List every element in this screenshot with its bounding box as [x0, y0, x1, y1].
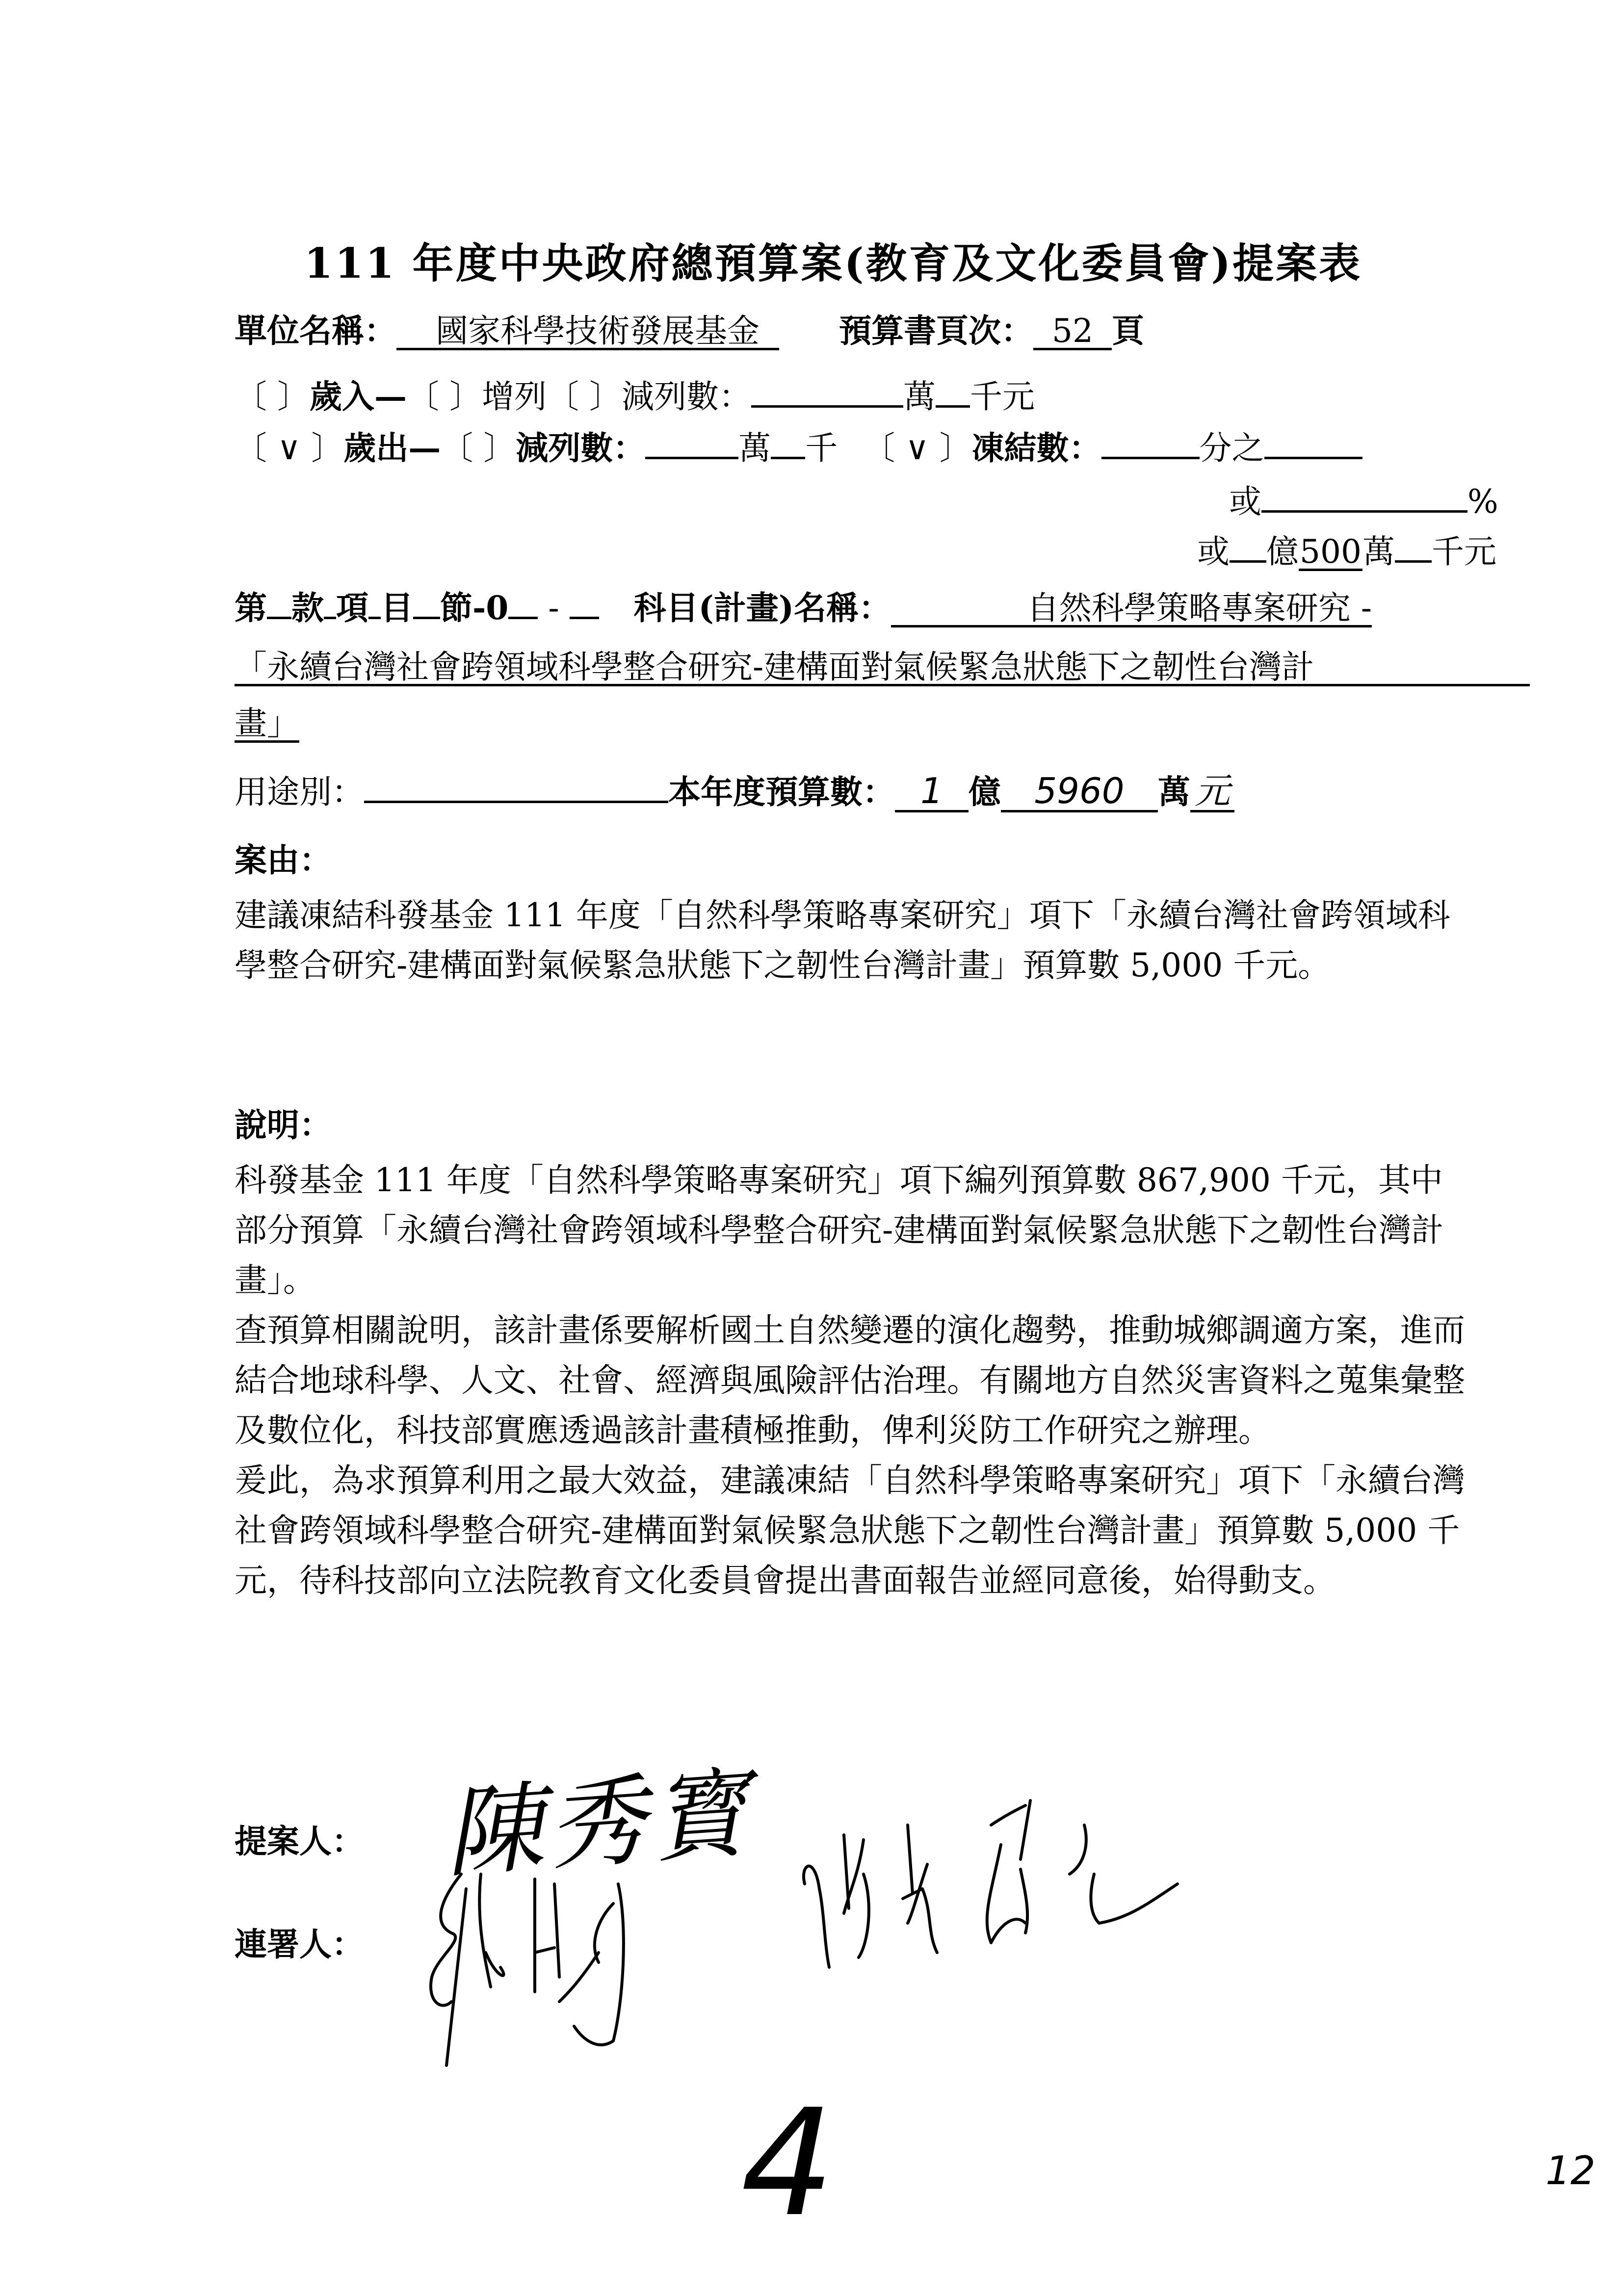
freeze-percent-blank[interactable] — [1261, 510, 1467, 513]
decrease-checkbox[interactable]: 〔 〕 — [546, 378, 622, 416]
expenditure-label: 歲出— — [343, 429, 441, 467]
section-mu-blank[interactable] — [413, 617, 440, 619]
usage-row — [235, 770, 1234, 812]
subject-value-line2: 「永續台灣社會跨領域科學整合研究-建構面對氣候緊急狀態下之韌性台灣計 — [235, 650, 1530, 686]
expenditure-qian-blank[interactable] — [771, 457, 805, 459]
section-xiang: 項 — [336, 589, 368, 627]
usage-blank[interactable] — [364, 801, 668, 803]
revenue-qian-blank[interactable] — [936, 405, 970, 408]
budget-yi-unit: 億 — [969, 773, 1001, 811]
cosigner-signature-2 — [795, 1796, 1285, 2011]
page-label: 預算書頁次： — [838, 312, 1033, 350]
subject-line2-row — [235, 650, 1530, 686]
freeze-percent-prefix: 或 — [1229, 483, 1261, 521]
subject-value-line3: 畫」 — [235, 704, 299, 742]
expenditure-decrease-checkbox[interactable]: 〔 〕 — [441, 429, 516, 467]
subject-value-line1: 自然科學策略專案研究 - — [891, 591, 1372, 627]
expenditure-checkbox[interactable]: 〔 ∨ 〕 — [235, 429, 344, 467]
freeze-amount-prefix: 或 — [1197, 533, 1230, 571]
section-row — [235, 591, 1372, 627]
subject-line3-row — [235, 706, 299, 743]
page-number: 12 — [1545, 2148, 1596, 2193]
budget-wan-unit: 萬 — [1158, 773, 1190, 811]
budget-yuan-unit: 元 — [1190, 773, 1234, 812]
freeze-percent-row — [1229, 483, 1498, 521]
cosigners-label: 連署人： — [235, 1925, 364, 1963]
revenue-row — [235, 377, 1035, 416]
freeze-yi-unit: 億 — [1266, 533, 1299, 571]
document-title: 111 年度中央政府總預算案(教育及文化委員會)提案表 — [304, 239, 1362, 287]
expenditure-wan-blank[interactable] — [645, 457, 738, 459]
page-suffix: 頁 — [1111, 312, 1144, 350]
subject-label: 科目(計畫)名稱： — [633, 589, 891, 627]
freeze-denominator-blank[interactable] — [1264, 457, 1362, 459]
usage-label: 用途別： — [235, 773, 364, 811]
freeze-percent-suffix: % — [1467, 483, 1498, 521]
freeze-fraction-label: 分之 — [1199, 429, 1264, 467]
section-jie-blank[interactable] — [508, 617, 538, 619]
reason-section — [235, 890, 1471, 991]
increase-checkbox[interactable]: 〔 〕 — [406, 378, 482, 416]
freeze-qian-blank[interactable] — [1395, 560, 1432, 563]
freeze-amount-row — [1197, 535, 1496, 571]
unit-value: 國家科學技術發展基金 — [396, 314, 779, 350]
section-kuan: 款 — [291, 589, 324, 627]
expenditure-decrease-label: 減列數： — [516, 429, 646, 467]
proposer-label: 提案人： — [235, 1822, 364, 1860]
explanation-heading: 說明： — [235, 1106, 332, 1144]
explanation-paragraph-3: 爰此，為求預算利用之最大效益，建議凍結「自然科學策略專案研究」項下「永續台灣社會跨領域科學整合研究-建構面對氣候緊急狀態下之韌性台灣計畫」預算數 5,000 千元，待科技部向立法院教育文化委員會提出書面報告並經同意後，始得動支。 — [235, 1461, 1465, 1599]
unit-label: 單位名稱： — [235, 312, 396, 350]
section-di-blank[interactable] — [267, 617, 291, 619]
budget-yi-value: 1 — [895, 773, 969, 812]
freeze-wan-unit: 萬 — [1362, 533, 1395, 571]
section-jie: 節-0 — [440, 589, 509, 627]
revenue-qianyuan-unit: 千元 — [969, 378, 1035, 416]
cosigner-signature-1 — [412, 1854, 765, 2110]
freeze-checkbox[interactable]: 〔 ∨ 〕 — [863, 429, 972, 467]
handwritten-number: 4 — [741, 2078, 835, 2249]
revenue-label: 歲入— — [309, 377, 407, 416]
increase-label: 增列 — [481, 378, 547, 416]
freeze-yi-blank[interactable] — [1230, 560, 1266, 563]
budget-wan-value: 5960 — [1001, 773, 1158, 812]
expenditure-row — [235, 429, 1362, 467]
explanation-section — [235, 1155, 1471, 1606]
expenditure-wan-unit: 萬 — [738, 429, 771, 467]
freeze-label: 凍結數： — [971, 429, 1101, 467]
section-xiang-blank[interactable] — [368, 617, 381, 619]
reason-heading: 案由： — [235, 841, 332, 879]
decrease-label: 減列數： — [621, 378, 751, 416]
page-value: 52 — [1033, 314, 1112, 350]
freeze-numerator-blank[interactable] — [1101, 457, 1200, 459]
section-di: 第 — [235, 589, 267, 627]
budget-label: 本年度預算數： — [668, 773, 895, 811]
freeze-qianyuan-unit: 千元 — [1432, 533, 1496, 571]
section-kuan-blank[interactable] — [324, 617, 336, 619]
section-mu: 目 — [381, 589, 413, 627]
unit-row — [235, 314, 1144, 350]
revenue-wan-blank[interactable] — [751, 405, 903, 408]
explanation-paragraph-1: 科發基金 111 年度「自然科學策略專案研究」項下編列預算數 867,900 千元，其中部分預算「永續台灣社會跨領域科學整合研究-建構面對氣候緊急狀態下之韌性台灣計畫」。 — [235, 1161, 1444, 1299]
proposer-signature: 陳秀寳 — [441, 1756, 758, 1892]
reason-text: 建議凍結科發基金 111 年度「自然科學策略專案研究」項下「永續台灣社會跨領域科學整合研究-建構面對氣候緊急狀態下之韌性台灣計畫」預算數 5,000 千元。 — [235, 896, 1450, 984]
freeze-wan-value: 500 — [1299, 535, 1362, 571]
section-dash: - — [548, 589, 559, 627]
explanation-paragraph-2: 查預算相關說明，該計畫係要解析國土自然變遷的演化趨勢，推動城鄉調適方案，進而結合地球科學、人文、社會、經濟與風險評估治理。有關地方自然災害資料之蒐集彙整及數位化，科技部實應透過該計畫積極推動，俾利災防工作研究之辦理。 — [235, 1311, 1465, 1449]
revenue-wan-unit: 萬 — [903, 378, 936, 416]
section-last-blank[interactable] — [570, 617, 599, 619]
expenditure-qian-unit: 千 — [805, 429, 838, 467]
revenue-checkbox[interactable]: 〔 〕 — [235, 378, 310, 416]
